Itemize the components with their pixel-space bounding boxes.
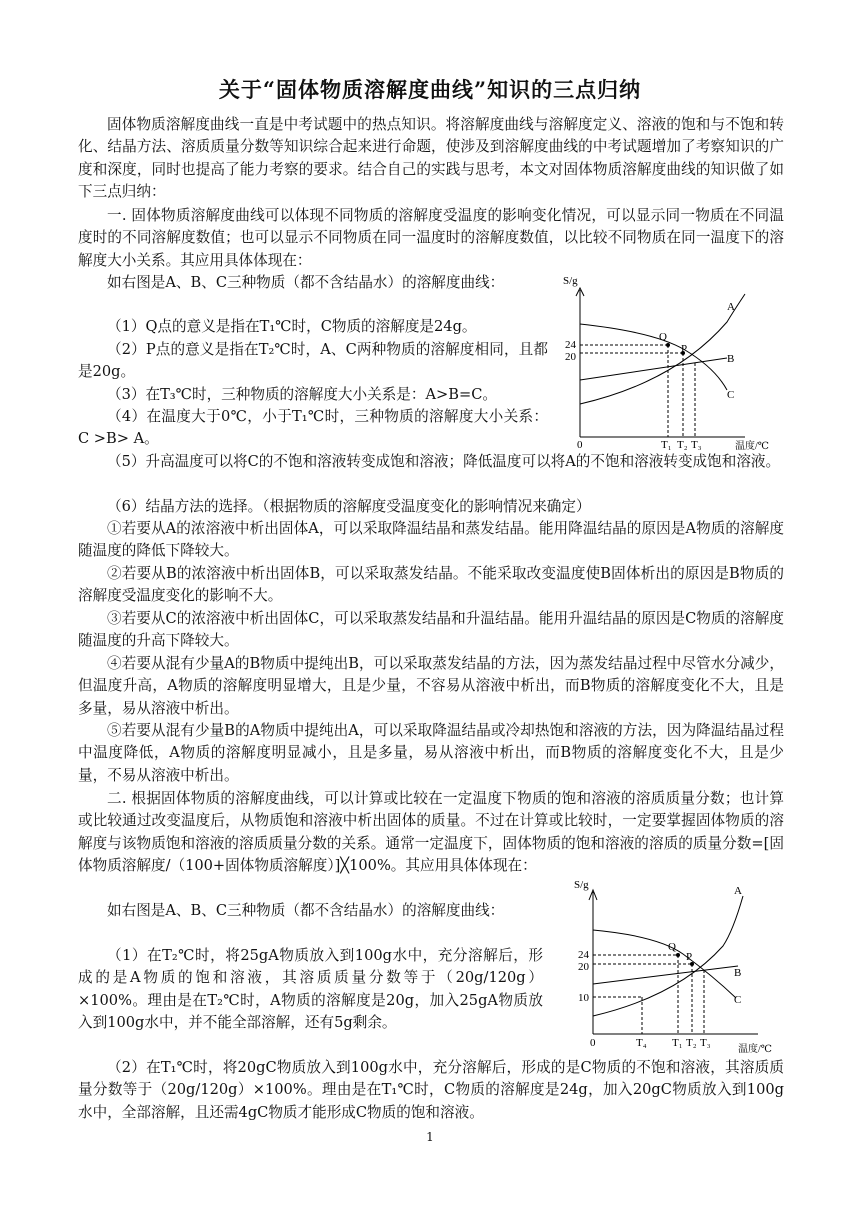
- curve-c: [580, 324, 727, 390]
- curve-b: [593, 966, 738, 984]
- s1-item-4: （4）在温度大于0℃，小于T₁℃时，三种物质的溶解度大小关系：C >B> A。: [78, 408, 548, 448]
- tick-t3: T₃: [700, 1037, 711, 1049]
- curve-c-label: C: [734, 994, 742, 1006]
- intro-paragraph: 固体物质溶解度曲线一直是中考试题中的热点知识。将溶解度曲线与溶解度定义、溶液的饱和与不饱和转化、结晶方法、溶质质量分数等知识综合起来进行命题，使涉及到溶解度曲线的中考试题增加了考察知识的广度和深度，同时也提高了能力考察的要求。结合自己的实践与思考，本文对固体物质溶解度曲线的知识做了如下三点归纳：: [78, 116, 784, 200]
- s1-item-5: （5）升高温度可以将C的不饱和溶液转变成饱和溶液；降低温度可以将A的不饱和溶液转变成饱和溶液。: [107, 453, 781, 470]
- curve-a: [593, 896, 743, 1016]
- s1-case-5: ⑤若要从混有少量B的A物质中提纯出A，可以采取降温结晶或冷却热饱和溶液的方法，因为降温结晶过程中温度降低，A物质的溶解度明显减小，且是多量，易从溶液中析出，而B物质的溶解度变化不大，且是少量，不易从溶液中析出。: [78, 722, 784, 784]
- guide-lines: [580, 345, 695, 437]
- curve-a-label: A: [734, 885, 742, 897]
- s1-item-6: （6）结晶方法的选择。（根据物质的溶解度受温度变化的影响情况来确定）: [107, 498, 591, 515]
- tick-t1: T₁: [672, 1037, 683, 1049]
- section-1-heading: 一. 固体物质溶解度曲线可以体现不同物质的溶解度受温度的影响变化情况，可以显示同一物质在不同温度时的不同溶解度数值；也可以显示不同物质在同一温度时的溶解度数值，以比较不同物质在同一温度下的溶解度大小关系。其应用具体体现在：: [78, 207, 784, 269]
- curve-b: [580, 358, 727, 380]
- point-q: [676, 953, 680, 957]
- s1-lead: 如右图是A、B、C三种物质（都不含结晶水）的溶解度曲线：: [107, 274, 505, 291]
- s1-case-4: ④若要从混有少量A的B物质中提纯出B，可以采取蒸发结晶的方法，因为蒸发结晶过程中尽管水分减少，但温度升高，A物质的溶解度明显增大，且是少量，不容易从溶液中析出，而B物质的溶解度变化不大，且是多量，易从溶液中析出。: [78, 655, 784, 717]
- tick-20: 20: [565, 351, 576, 363]
- y-axis-label: S/g: [563, 275, 578, 287]
- s1-item-2: （2）P点的意义是指在T₂℃时，A、C两种物质的溶解度相同，且都是20g。: [78, 341, 548, 381]
- curve-a-label: A: [727, 301, 735, 313]
- s1-item-1: （1）Q点的意义是指在T₁℃时，C物质的溶解度是24g。: [107, 318, 477, 335]
- point-q-label: Q: [659, 331, 667, 343]
- tick-10: 10: [578, 992, 589, 1004]
- point-p-label: P: [686, 951, 693, 963]
- s1-case-1: ①若要从A的浓溶液中析出固体A，可以采取降温结晶和蒸发结晶。能用降温结晶的原因是A物质的溶解度随温度的降低下降较大。: [78, 520, 784, 560]
- tick-t3: T₃: [691, 439, 702, 451]
- y-axis-label: S/g: [574, 879, 589, 891]
- tick-20: 20: [578, 961, 589, 973]
- page-title: 关于“固体物质溶解度曲线”知识的三点归纳: [218, 77, 642, 102]
- solubility-curve-figure-2: [568, 876, 790, 1056]
- tick-t1: T₁: [661, 439, 672, 451]
- curve-c-label: C: [727, 389, 735, 401]
- tick-t2: T₂: [686, 1037, 697, 1049]
- tick-24: 24: [578, 949, 589, 961]
- point-p-label: P: [681, 343, 688, 355]
- s1-case-3: ③若要从C的浓溶液中析出固体C，可以采取蒸发结晶和升温结晶。能用升温结晶的原因是C物质的溶解度随温度的升高下降较大。: [78, 610, 784, 650]
- tick-t4: T₄: [636, 1037, 647, 1049]
- origin-label: 0: [590, 1037, 596, 1049]
- guide-lines: [593, 955, 704, 1034]
- s1-case-2: ②若要从B的浓溶液中析出固体B，可以采取蒸发结晶。不能采取改变温度使B固体析出的原因是B物质的溶解度受温度变化的影响不大。: [78, 565, 784, 605]
- s2-item-2: （2）在T₁℃时，将20gC物质放入到100g水中，充分溶解后，形成的是C物质的不饱和溶液，其溶质质量分数等于（20g/120g）×100%。理由是在T₁℃时，C物质的溶解度是24g，加入20gC物质放入到100g水中，全部溶解，且还需4gC物质才能形成C物质的饱和溶液。: [78, 1059, 784, 1121]
- tick-24: 24: [565, 339, 576, 351]
- s2-item-1: （1）在T₂℃时，将25gA物质放入到100g水中，充分溶解后，形成的是A物质的饱和溶液，其溶质质量分数等于（20g/120g）×100%。理由是在T₂℃时，A物质的溶解度是20g，加入25gA物质放入到100g水中，并不能全部溶解，还有5g剩余。: [78, 947, 543, 1031]
- tick-t2: T₂: [677, 439, 688, 451]
- curve-a: [580, 294, 745, 404]
- point-q: [666, 343, 670, 347]
- page-number: 1: [426, 1130, 434, 1144]
- section-2-heading: 二. 根据固体物质的溶解度曲线，可以计算或比较在一定温度下物质的饱和溶液的溶质质量分数；也计算或比较通过改变温度后，从物质饱和溶液中析出固体的质量。不过在计算或比较时，一定要掌握固体物质的溶解度与该物质饱和溶液的溶质质量分数的关系。通常一定温度下，固体物质的饱和溶液的溶质的质量分数=[固体物质溶解度/（100+固体物质溶解度）]╳100%。其应用具体体现在：: [78, 790, 784, 874]
- s2-lead: 如右图是A、B、C三种物质（都不含结晶水）的溶解度曲线：: [107, 902, 505, 919]
- solubility-curve-figure-1: [555, 272, 790, 452]
- curve-b-label: B: [734, 967, 742, 979]
- curve-b-label: B: [727, 353, 735, 365]
- point-q-label: Q: [668, 941, 676, 953]
- x-axis-label: 温度/℃: [738, 1044, 772, 1055]
- x-axis-label: 温度/℃: [735, 441, 769, 452]
- origin-label: 0: [577, 439, 583, 451]
- s1-item-3: （3）在T₃℃时，三种物质的溶解度大小关系是：A>B=C。: [107, 386, 497, 403]
